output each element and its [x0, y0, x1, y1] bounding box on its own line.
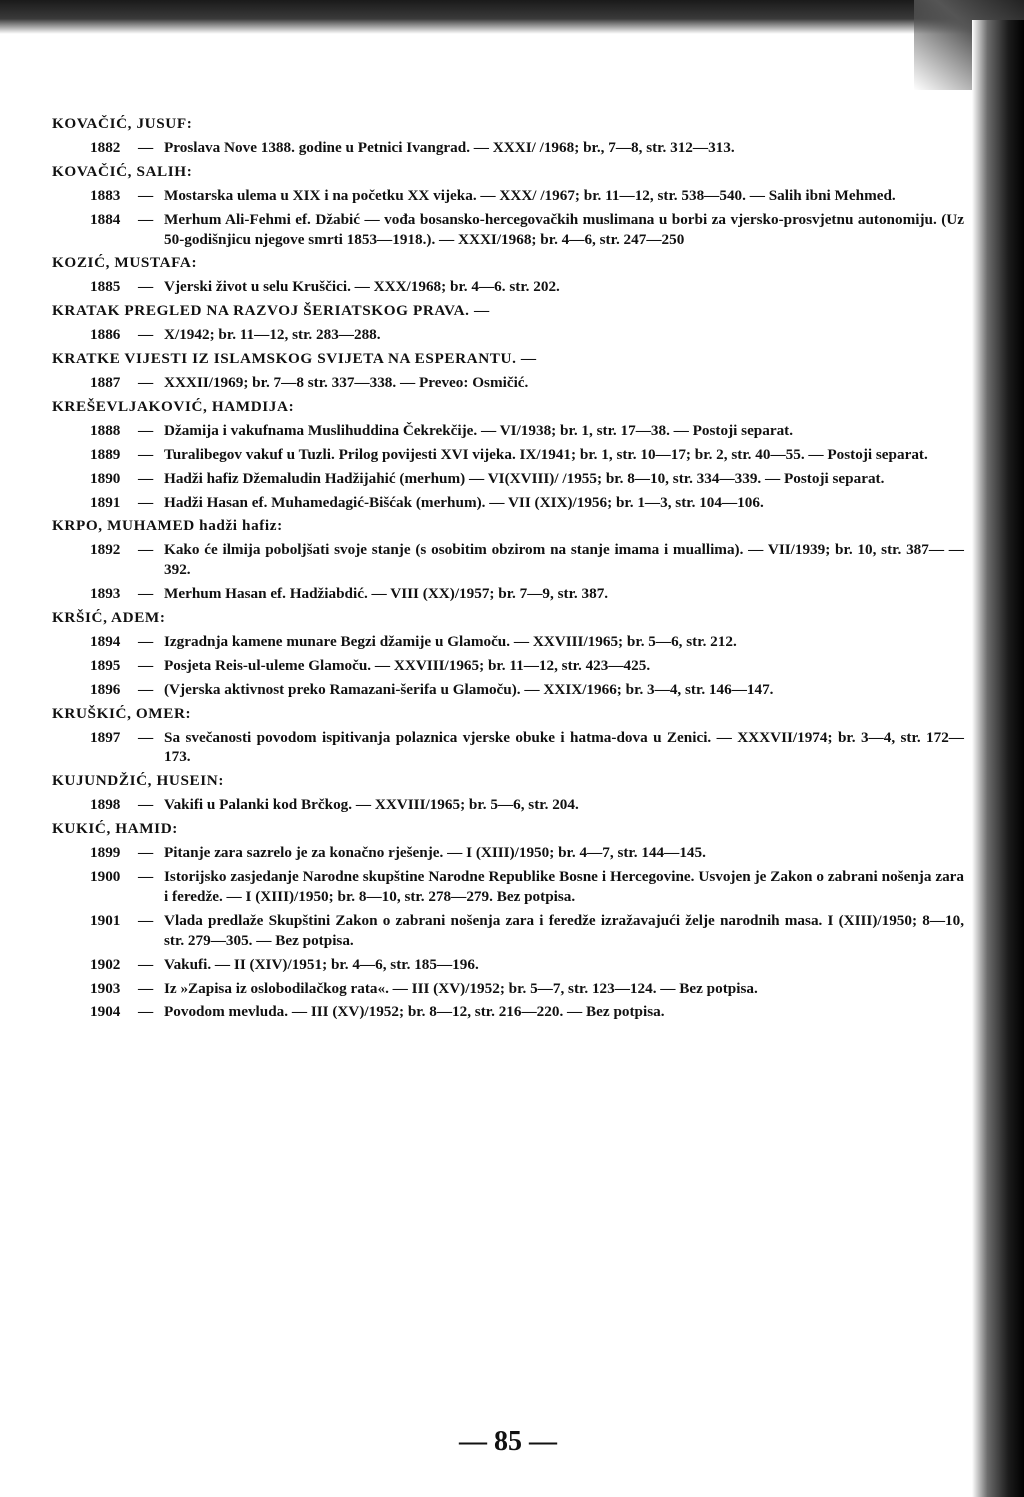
bibliography-entry	[52, 277, 964, 297]
entry-dash: —	[138, 844, 154, 862]
bibliography-entry	[52, 867, 964, 907]
entry-number: 1894	[90, 632, 121, 650]
author-heading: KUJUNDŽIĆ, HUSEIN:	[52, 772, 224, 790]
entry-dash: —	[138, 493, 154, 511]
entry-number: 1886	[90, 326, 121, 344]
entry-text: Povodom mevluda. — III (XV)/1952; br. 8—12, str. 216—220. — Bez potpisa.	[164, 1003, 665, 1021]
entry-dash: —	[138, 445, 154, 463]
author-heading: KOZIĆ, MUSTAFA:	[52, 254, 198, 272]
bibliography-entry	[52, 210, 964, 250]
entry-number: 1889	[90, 445, 121, 463]
author-heading: KRATKE VIJESTI IZ ISLAMSKOG SVIJETA NA ESPERANTU. —	[52, 350, 537, 368]
entry-dash: —	[138, 955, 154, 973]
entry-dash: —	[138, 680, 154, 698]
author-heading: KRPO, MUHAMED hadži hafiz:	[52, 517, 283, 535]
entry-text: (Vjerska aktivnost preko Ramazani-šerifa u Glamoču). — XXIX/1966; br. 3—4, str. 146—147.	[164, 680, 774, 698]
author-heading: KREŠEVLJAKOVIĆ, HAMDIJA:	[52, 397, 295, 415]
scan-edge-right	[972, 20, 1024, 1497]
entry-text: Džamija i vakufnama Muslihuddina Čekrekčije. — VI/1938; br. 1, str. 17—38. — Postoji separat.	[164, 421, 794, 439]
entry-text: Turalibegov vakuf u Tuzli. Prilog povijesti XVI vijeka. IX/1941; br. 1, str. 10—17; br. 2, str. 40—55. — Postoji separat.	[164, 445, 928, 463]
bibliography-page	[52, 112, 964, 1457]
author-heading: KOVAČIĆ, JUSUF:	[52, 115, 193, 132]
entry-text: Vakifi u Palanki kod Brčkog. — XXVIII/1965; br. 5—6, str. 204.	[164, 796, 579, 814]
bibliography-entry	[52, 1002, 964, 1022]
bibliography-entry	[52, 955, 964, 975]
entry-text: Vjerski život u selu Kruščici. — XXX/1968; br. 4—6. str. 202.	[164, 278, 560, 296]
entry-text: Posjeta Reis-ul-uleme Glamoču. — XXVIII/1965; br. 11—12, str. 423—425.	[164, 656, 651, 674]
entry-number: 1897	[90, 728, 121, 746]
bibliography-entry	[52, 469, 964, 489]
bibliography-entry	[52, 186, 964, 206]
entry-number: 1890	[90, 469, 121, 487]
entry-text: Merhum Ali-Fehmi ef. Džabić — vođa bosansko-hercegovačkih muslimana u borbi za vjersko-prosvjetnu autonomiju. (Uz 50-godišnjicu njegove smrti 1853—1918.). — XXXI/1968; br. 4—6, str. 247—250	[164, 210, 964, 248]
bibliography-entry	[52, 795, 964, 815]
bibliography-entry	[52, 138, 964, 158]
entry-number: 1900	[90, 868, 121, 885]
entry-text: Hadži Hasan ef. Muhamedagić-Bišćak (merhum). — VII (XIX)/1956; br. 1—3, str. 104—106.	[164, 493, 764, 511]
bibliography-entry	[52, 728, 964, 768]
entry-dash: —	[138, 911, 154, 929]
entry-text: Hadži hafiz Džemaludin Hadžijahić (merhum) — VI(XVIII)/ /1955; br. 8—10, str. 334—339. — Postoji separat.	[164, 469, 885, 487]
bibliography-entry	[52, 911, 964, 951]
bibliography-entry	[52, 584, 964, 604]
bibliography-entry	[52, 680, 964, 700]
entry-number: 1902	[90, 955, 121, 973]
bibliography-entry	[52, 493, 964, 513]
entry-dash: —	[138, 326, 154, 344]
entry-text: Kako će ilmija poboljšati svoje stanje (s osobitim obzirom na stanje imama i muallima). — VII/1939; br. 10, str. 387— —392.	[164, 541, 964, 579]
entry-text: XXXII/1969; br. 7—8 str. 337—338. — Preveo: Osmičić.	[164, 373, 529, 391]
bibliography-entry	[52, 445, 964, 465]
entry-number: 1883	[90, 186, 121, 204]
entry-text: X/1942; br. 11—12, str. 283—288.	[164, 326, 381, 344]
entry-text: Izgradnja kamene munare Begzi džamije u Glamoču. — XXVIII/1965; br. 5—6, str. 212.	[164, 632, 737, 650]
entry-number: 1891	[90, 493, 121, 511]
entry-number: 1888	[90, 421, 121, 439]
entry-dash: —	[138, 585, 154, 603]
entry-number: 1895	[90, 656, 121, 674]
entry-number: 1898	[90, 796, 121, 814]
entry-number: 1887	[90, 373, 121, 391]
entry-dash: —	[138, 373, 154, 391]
bibliography-list	[52, 114, 964, 1022]
entry-dash: —	[138, 656, 154, 674]
bibliography-entry	[52, 843, 964, 863]
entry-number: 1904	[90, 1003, 121, 1021]
entry-number: 1885	[90, 278, 121, 296]
entry-text: Pitanje zara sazrelo je za konačno rješenje. — I (XIII)/1950; br. 4—7, str. 144—145.	[164, 844, 706, 862]
scan-edge-top	[0, 0, 1024, 34]
entry-number: 1892	[90, 541, 121, 559]
entry-dash: —	[138, 868, 154, 885]
bibliography-entry	[52, 373, 964, 393]
entry-dash: —	[138, 469, 154, 487]
entry-dash: —	[138, 421, 154, 439]
bibliography-entry	[52, 979, 964, 999]
entry-text: Mostarska ulema u XIX i na početku XX vijeka. — XXX/ /1967; br. 11—12, str. 538—540. — Salih ibni Mehmed.	[164, 186, 896, 204]
entry-number: 1896	[90, 680, 121, 698]
bibliography-entry	[52, 540, 964, 580]
entry-dash: —	[138, 632, 154, 650]
author-heading: KOVAČIĆ, SALIH:	[52, 162, 193, 180]
entry-text: Vlada predlaže Skupštini Zakon o zabrani nošenja zara i feredže izražavajući želje narodnih masa. I (XIII)/1950; 8—10, str. 279—305. — Bez potpisa.	[164, 911, 964, 949]
author-heading: KRATAK PREGLED NA RAZVOJ ŠERIATSKOG PRAVA. —	[52, 302, 490, 320]
entry-number: 1882	[90, 138, 121, 156]
entry-dash: —	[138, 278, 154, 296]
entry-dash: —	[138, 186, 154, 204]
bibliography-entry	[52, 656, 964, 676]
entry-number: 1903	[90, 979, 121, 997]
entry-text: Merhum Hasan ef. Hadžiabdić. — VIII (XX)/1957; br. 7—9, str. 387.	[164, 585, 609, 603]
entry-text: Istorijsko zasjedanje Narodne skupštine Narodne Republike Bosne i Hercegovine. Usvojen je Zakon o zabrani nošenja zara i feredže. — I (XIII)/1950; br. 8—10, str. 278—279. Bez potpisa.	[164, 868, 964, 905]
entry-text: Iz »Zapisa iz oslobodilačkog rata«. — III (XV)/1952; br. 5—7, str. 123—124. — Bez potpisa.	[164, 979, 758, 997]
entry-text: Proslava Nove 1388. godine u Petnici Ivangrad. — XXXI/ /1968; br., 7—8, str. 312—313.	[164, 138, 735, 156]
entry-number: 1901	[90, 911, 121, 929]
entry-text: Vakufi. — II (XIV)/1951; br. 4—6, str. 185—196.	[164, 955, 479, 973]
author-heading: KRŠIĆ, ADEM:	[52, 609, 166, 627]
entry-dash: —	[138, 138, 154, 156]
entry-dash: —	[138, 541, 154, 559]
page-number: — 85 —	[459, 1426, 557, 1457]
entry-dash: —	[138, 210, 154, 228]
entry-text: Sa svečanosti povodom ispitivanja polaznica vjerske obuke i hatma-dova u Zenici. — XXXVII/1974; br. 3—4, str. 172—173.	[164, 728, 964, 766]
bibliography-entry	[52, 632, 964, 652]
bibliography-entry	[52, 421, 964, 441]
entry-number: 1884	[90, 210, 121, 228]
entry-number: 1893	[90, 585, 121, 603]
author-heading: KRUŠKIĆ, OMER:	[52, 704, 192, 722]
entry-number: 1899	[90, 844, 121, 862]
entry-dash: —	[138, 796, 154, 814]
entry-dash: —	[138, 728, 154, 746]
author-heading: KUKIĆ, HAMID:	[52, 820, 178, 838]
entry-dash: —	[138, 979, 154, 997]
bibliography-entry	[52, 325, 964, 345]
entry-dash: —	[138, 1003, 154, 1021]
